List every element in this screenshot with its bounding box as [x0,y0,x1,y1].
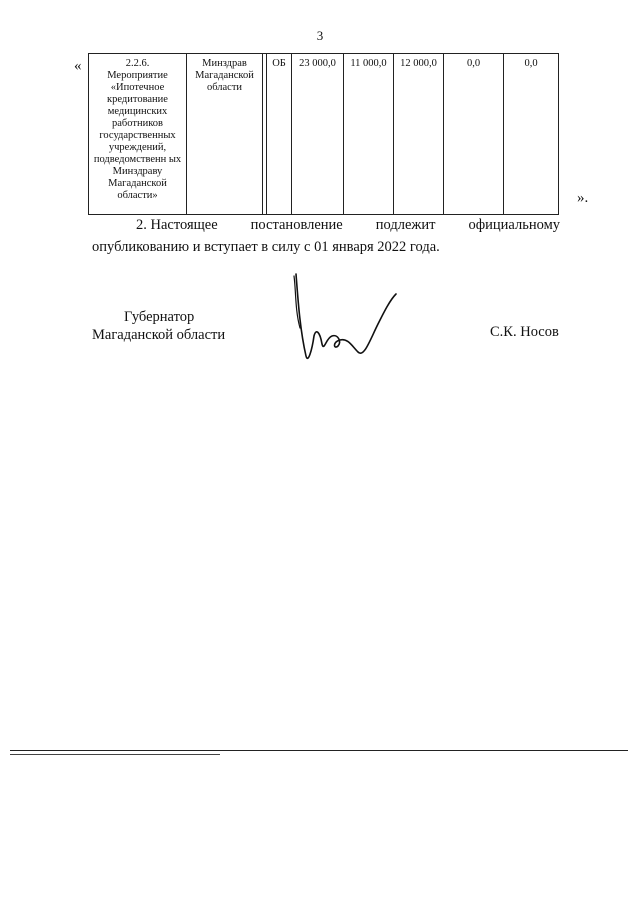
page-number: 3 [316,28,324,43]
paragraph-word: официальному [468,217,560,233]
signatory-name: С.К. Носов [490,324,559,340]
paragraph-word: постановление [250,217,343,233]
table-cell-year-2: 12 000,0 [394,54,444,215]
budget-table [88,53,559,215]
opening-quote-mark: « [74,58,82,74]
table-cell-source: ОБ [267,54,292,215]
table-cell-year-4: 0,0 [504,54,559,215]
table-cell-year-1: 11 000,0 [344,54,394,215]
paragraph-word: 2. Настоящее [136,217,218,233]
resolution-paragraph [92,214,560,258]
table-cell-total: 23 000,0 [292,54,344,215]
signatory-title-line-2: Магаданской области [92,327,226,343]
paragraph-word: подлежит [375,217,436,233]
table-cell-year-3: 0,0 [444,54,504,215]
signatory-title-line-1: Губернатор [124,309,195,325]
paragraph-line-1 [92,214,560,236]
table-row [89,54,559,215]
footer-divider [10,750,628,751]
table-cell-activity: 2.2.6. Мероприятие «Ипотечное кредитование медицинских работников государственных учреждений, подведомственн ых Минздраву Магаданской области» [89,54,187,215]
table-cell-executor: Минздрав Магаданской области [187,54,263,215]
paragraph-line-2: опубликованию и вступает в силу с 01 января 2022 года. [92,239,440,255]
closing-quote-mark: ». [577,190,589,206]
footer-divider-secondary [10,754,220,755]
signatory-title [92,308,242,344]
handwritten-signature [288,270,408,370]
